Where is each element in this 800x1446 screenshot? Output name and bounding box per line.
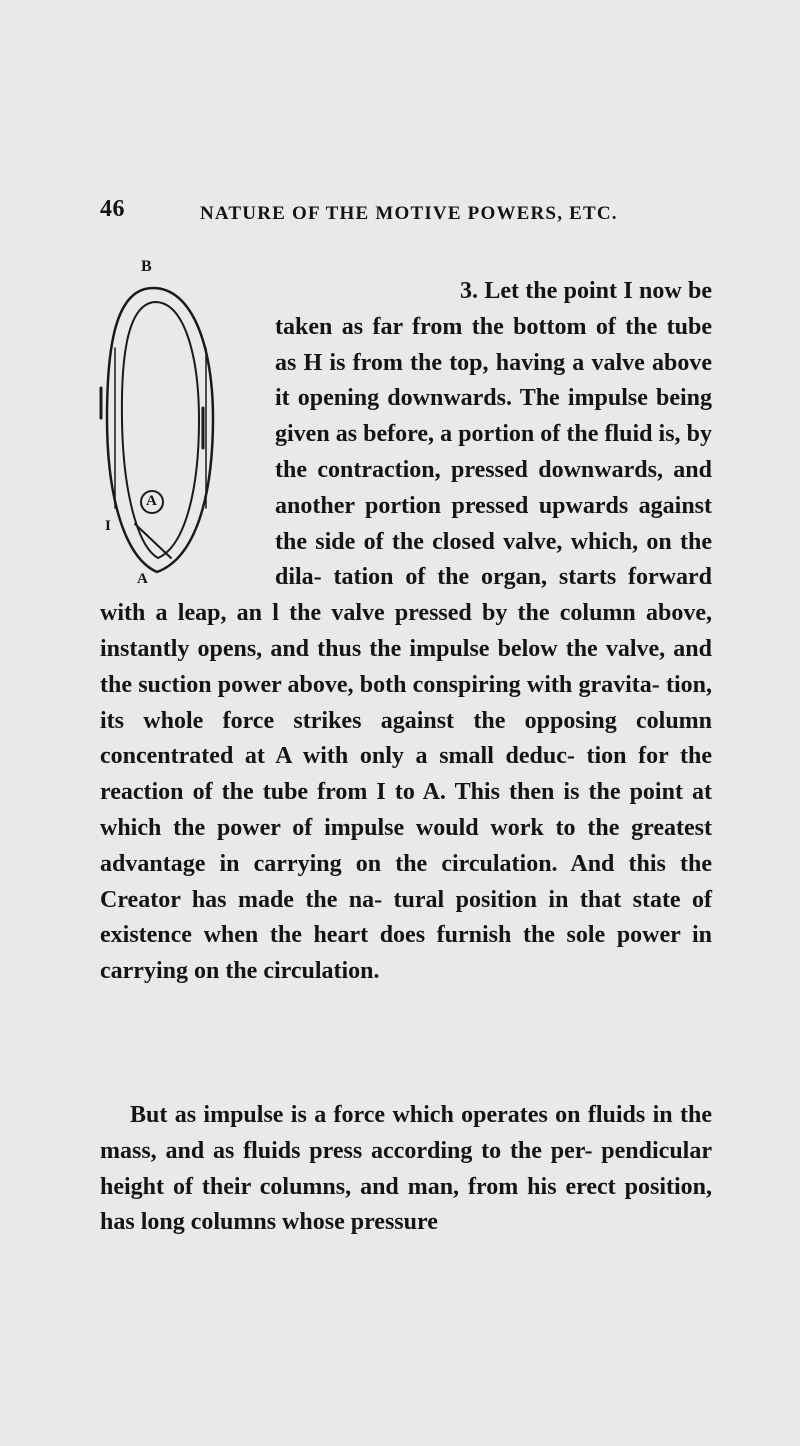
figure-label-i: I (105, 518, 111, 534)
figure-label-b: B (141, 258, 152, 275)
paragraph-1: 3. Let the point I now be taken as far from the bottom of the tube as H is from the top, having a valve above it opening downwards. The impulse being given as before, a portion of the fluid is, by the contraction, pressed downwards, and another portion pressed upwards against the side of the closed valve, which, on the dila- tation of the organ, starts forward with a leap, an l the valve pressed by the column above, instantly opens, and thus the impulse below the valve, and the suction power above, both conspiring with gravita- tion, its whole force strikes against the opposing column concentrated at A with only a small deduc- tion for the reaction of the tube from I to A. This then is the point at which the power of impulse would work to the greatest advantage in carrying on the circulation. And this the Creator has made the na- tural position in that state of existence when the heart does furnish the sole power in carrying on the circulation. (100, 278, 712, 985)
page-number: 46 (100, 196, 125, 222)
running-head: NATURE OF THE MOTIVE POWERS, ETC. (200, 203, 618, 224)
figure-label-a-inner: A (146, 493, 157, 509)
paragraph-2: But as impulse is a force which operates on fluids in the mass, and as fluids press according to the per- pendicular height of their columns, and man, from his erect position, has long columns whose pressure (100, 1102, 712, 1236)
figure-label-a-bottom: A (137, 571, 148, 587)
